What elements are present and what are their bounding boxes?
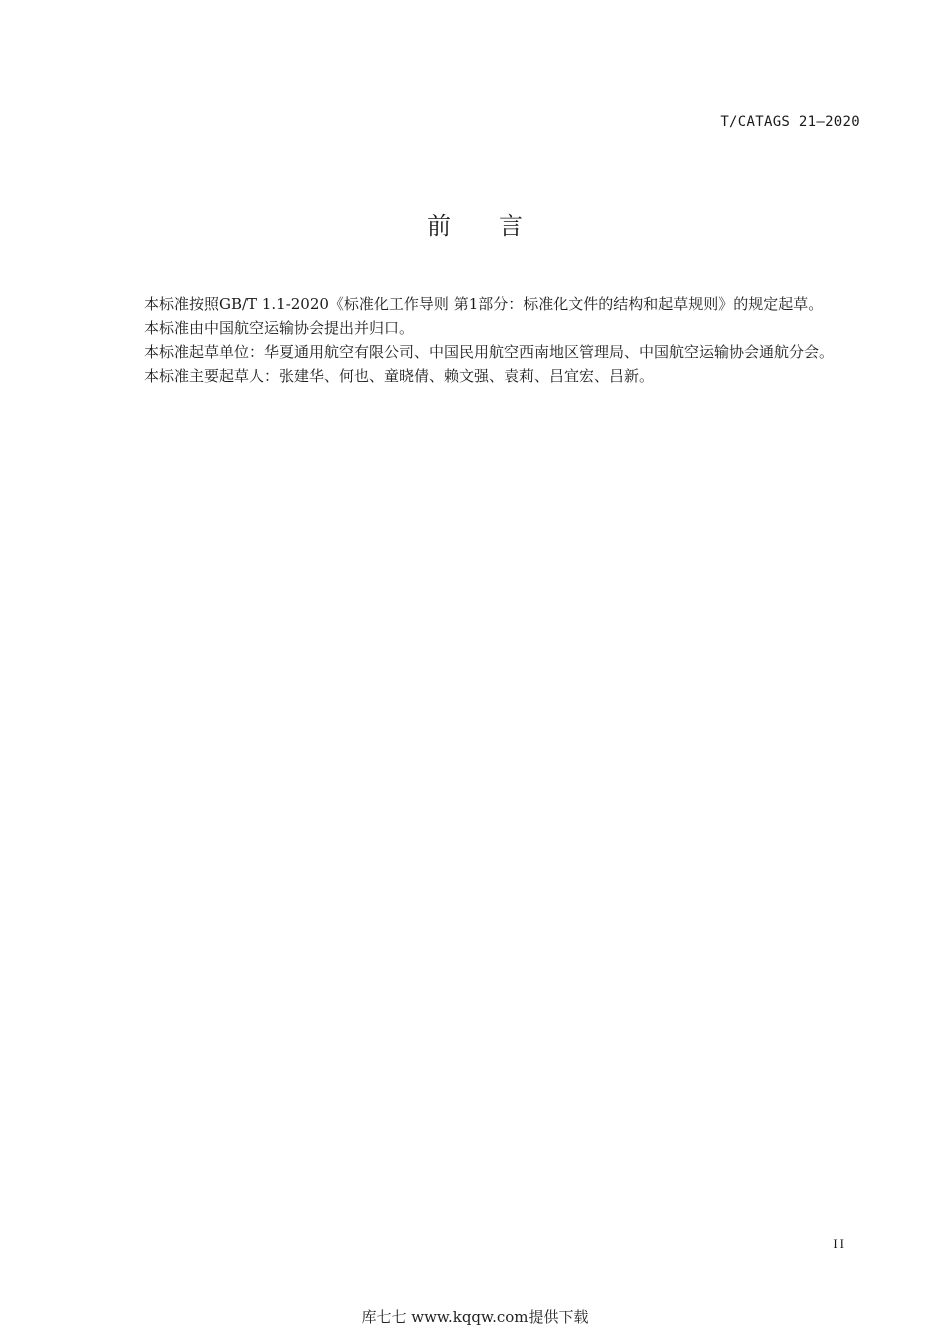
foreword-body xyxy=(114,292,860,388)
download-watermark: 库七七 www.kqqw.com提供下载 xyxy=(361,1308,589,1326)
paragraph-drafters: 本标准主要起草人：张建华、何也、童晓倩、赖文强、袁莉、吕宜宏、吕新。 xyxy=(144,367,655,385)
page-title: 前言 xyxy=(427,212,571,240)
page-number: II xyxy=(833,1236,846,1251)
paragraph-drafting-rules: 本标准按照GB/T 1.1-2020《标准化工作导则 第1部分：标准化文件的结构和起草规则》的规定起草。 xyxy=(144,295,824,313)
standard-code: T/CATAGS 21—2020 xyxy=(720,114,860,130)
paragraph-drafting-units: 本标准起草单位：华夏通用航空有限公司、中国民用航空西南地区管理局、中国航空运输协会通航分会。 xyxy=(144,343,835,361)
paragraph-proposer: 本标准由中国航空运输协会提出并归口。 xyxy=(144,319,415,337)
